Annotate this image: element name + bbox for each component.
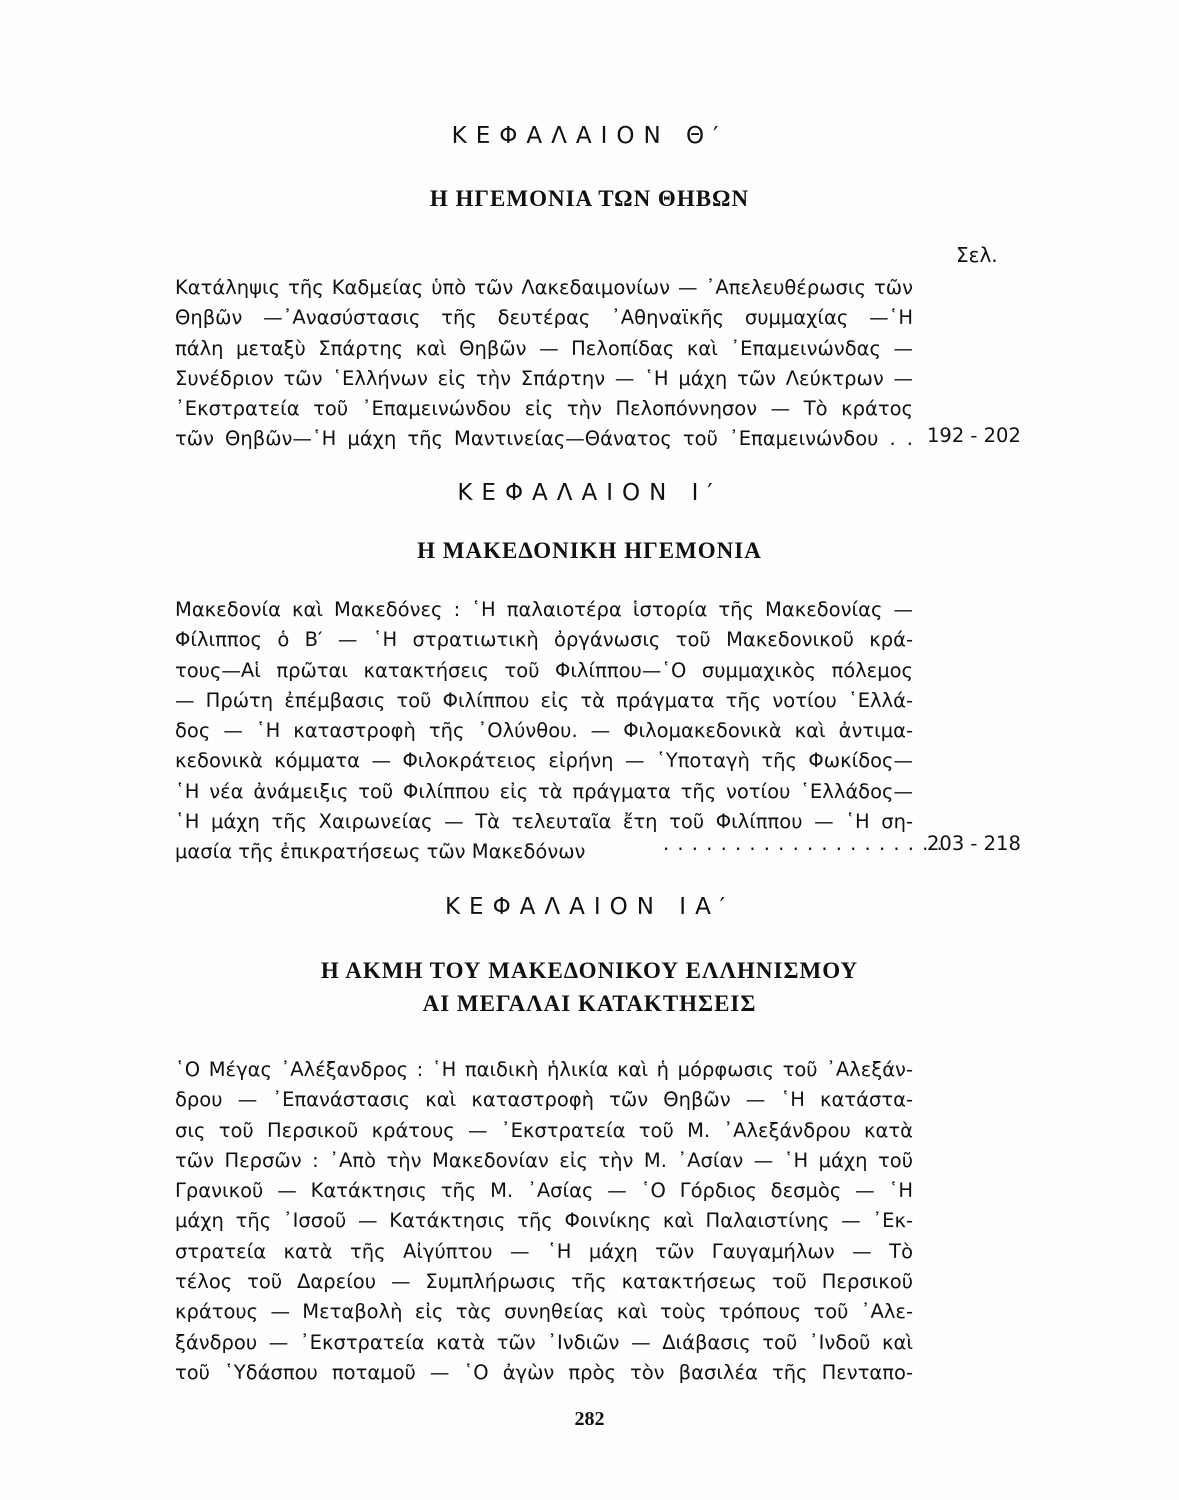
chapter-summary (175, 1055, 913, 1388)
chapter-title: Η ΗΓΕΜΟΝΙΑ ΤΩΝ ΘΗΒΩΝ (429, 186, 750, 211)
summary-line: τοῦ ῾Υδάσπου ποταμοῦ — ῾Ο ἀγὼν πρὸς τὸν βασιλέα τῆς Πενταπο- (175, 1360, 913, 1384)
summary-line: Φίλιππος ὁ Β′ — ῾Η στρατιωτικὴ ὀργάνωσις τοῦ Μακεδονικοῦ κρά- (175, 628, 913, 652)
summary-line: τους—Αἱ πρῶται κατακτήσεις τοῦ Φιλίππου—῾Ο συμμαχικὸς πόλεμος (175, 658, 913, 682)
chapter-label: ΚΕΦΑΛΑΙΟΝ Ι′ (457, 480, 722, 506)
summary-line: Θηβῶν —᾿Ανασύστασις τῆς δευτέρας ᾿Αθηναϊκῆς συμμαχίας —῾Η (175, 306, 913, 330)
chapter-title: Η ΑΚΜΗ ΤΟΥ ΜΑΚΕΔΟΝΙΚΟΥ ΕΛΛΗΝΙΣΜΟΥ (320, 958, 859, 983)
summary-line: κεδονικὰ κόμματα — Φιλοκράτειος εἰρήνη — ῾Υποταγὴ τῆς Φωκίδος— (175, 749, 913, 773)
summary-line: ᾿Εκστρατεία τοῦ ᾿Επαμεινώνδου εἰς τὴν Πελοπόννησον — Τὸ κράτος (175, 397, 913, 421)
summary-line: Γρανικοῦ — Κατάκτησις τῆς Μ. ᾿Ασίας — ῾Ο Γόρδιος δεσμὸς — ῾Η (175, 1179, 913, 1203)
dot-leader: . . . . . . . . . . . . . . . . . . . . (663, 832, 944, 855)
summary-line: Μακεδονία καὶ Μακεδόνες : ῾Η παλαιοτέρα ἱστορία τῆς Μακεδονίας — (175, 598, 913, 621)
summary-line: στρατεία κατὰ τῆς Αἰγύπτου — ῾Η μάχη τῶν Γαυγαμήλων — Τὸ (175, 1239, 913, 1263)
summary-line: ξάνδρου — ᾿Εκστρατεία κατὰ τῶν ᾿Ινδιῶν — Διάβασις τοῦ ᾿Ινδοῦ καὶ (175, 1330, 913, 1354)
chapter-label: ΚΕΦΑΛΑΙΟΝ Θ′ (451, 123, 728, 149)
summary-line: κράτους — Μεταβολὴ εἰς τὰς συνηθείας καὶ τοὺς τρόπους τοῦ ᾿Αλε- (175, 1300, 913, 1324)
summary-line: δος — ῾Η καταστροφὴ τῆς ᾿Ολύνθου. — Φιλομακεδονικὰ καὶ ἀντιμα- (175, 719, 913, 743)
chapter-label: ΚΕΦΑΛΑΙΟΝ ΙΑ′ (444, 894, 735, 920)
page-range: 203 - 218 (927, 832, 1021, 855)
summary-line: ῾Η νέα ἀνάμειξις τοῦ Φιλίππου εἰς τὰ πράγματα τῆς νοτίου ῾Ελλάδος— (175, 779, 913, 803)
page-column-label: Σελ. (956, 243, 998, 267)
page-range: 192 - 202 (927, 424, 1021, 447)
chapter-summary (175, 273, 913, 455)
summary-line: ῾Ο Μέγας ᾿Αλέξανδρος : ῾Η παιδικὴ ἡλικία καὶ ἡ μόρφωσις τοῦ ᾿Αλεξάν- (175, 1058, 913, 1081)
chapter-summary (175, 595, 913, 868)
summary-line: Συνέδριον τῶν ῾Ελλήνων εἰς τὴν Σπάρτην — ῾Η μάχη τῶν Λεύκτρων — (175, 366, 913, 390)
summary-line: τῶν Περσῶν : ᾿Απὸ τὴν Μακεδονίαν εἰς τὴν Μ. ᾿Ασίαν — ῾Η μάχη τοῦ (175, 1148, 913, 1172)
summary-line: μασία τῆς ἐπικρατήσεως τῶν Μακεδόνων (175, 840, 586, 864)
summary-line: μάχη τῆς ᾿Ισσοῦ — Κατάκτησις τῆς Φοινίκης καὶ Παλαιστίνης — ᾿Εκ- (175, 1209, 913, 1233)
summary-line: ῾Η μάχη τῆς Χαιρωνείας — Τὰ τελευταῖα ἔτη τοῦ Φιλίππου — ῾Η ση- (175, 810, 913, 834)
summary-line: Κατάληψις τῆς Καδμείας ὑπὸ τῶν Λακεδαιμονίων — ᾿Απελευθέρωσις τῶν (175, 276, 913, 299)
chapter-subtitle: ΑΙ ΜΕΓΑΛΑΙ ΚΑΤΑΚΤΗΣΕΙΣ (422, 991, 757, 1016)
summary-line: τῶν Θηβῶν—῾Η μάχη τῆς Μαντινείας—Θάνατος τοῦ ᾿Επαμεινώνδου . . (175, 427, 913, 451)
summary-line: σις τοῦ Περσικοῦ κράτους — ᾿Εκστρατεία τοῦ Μ. ᾿Αλεξάνδρου κατὰ (175, 1118, 913, 1142)
summary-line: τέλος τοῦ Δαρείου — Συμπλήρωσις τῆς κατακτήσεως τοῦ Περσικοῦ (175, 1270, 913, 1294)
page-number: 282 (574, 1408, 605, 1430)
summary-line: πάλη μεταξὺ Σπάρτης καὶ Θηβῶν — Πελοπίδας καὶ ᾿Επαμεινώνδας — (175, 336, 913, 360)
chapter-title: Η ΜΑΚΕΔΟΝΙΚΗ ΗΓΕΜΟΝΙΑ (417, 538, 762, 563)
summary-line: δρου — ᾿Επανάστασις καὶ καταστροφὴ τῶν Θηβῶν — ῾Η κατάστα- (175, 1088, 913, 1112)
summary-line: — Πρώτη ἐπέμβασις τοῦ Φιλίππου εἰς τὰ πράγματα τῆς νοτίου ῾Ελλά- (175, 688, 913, 712)
